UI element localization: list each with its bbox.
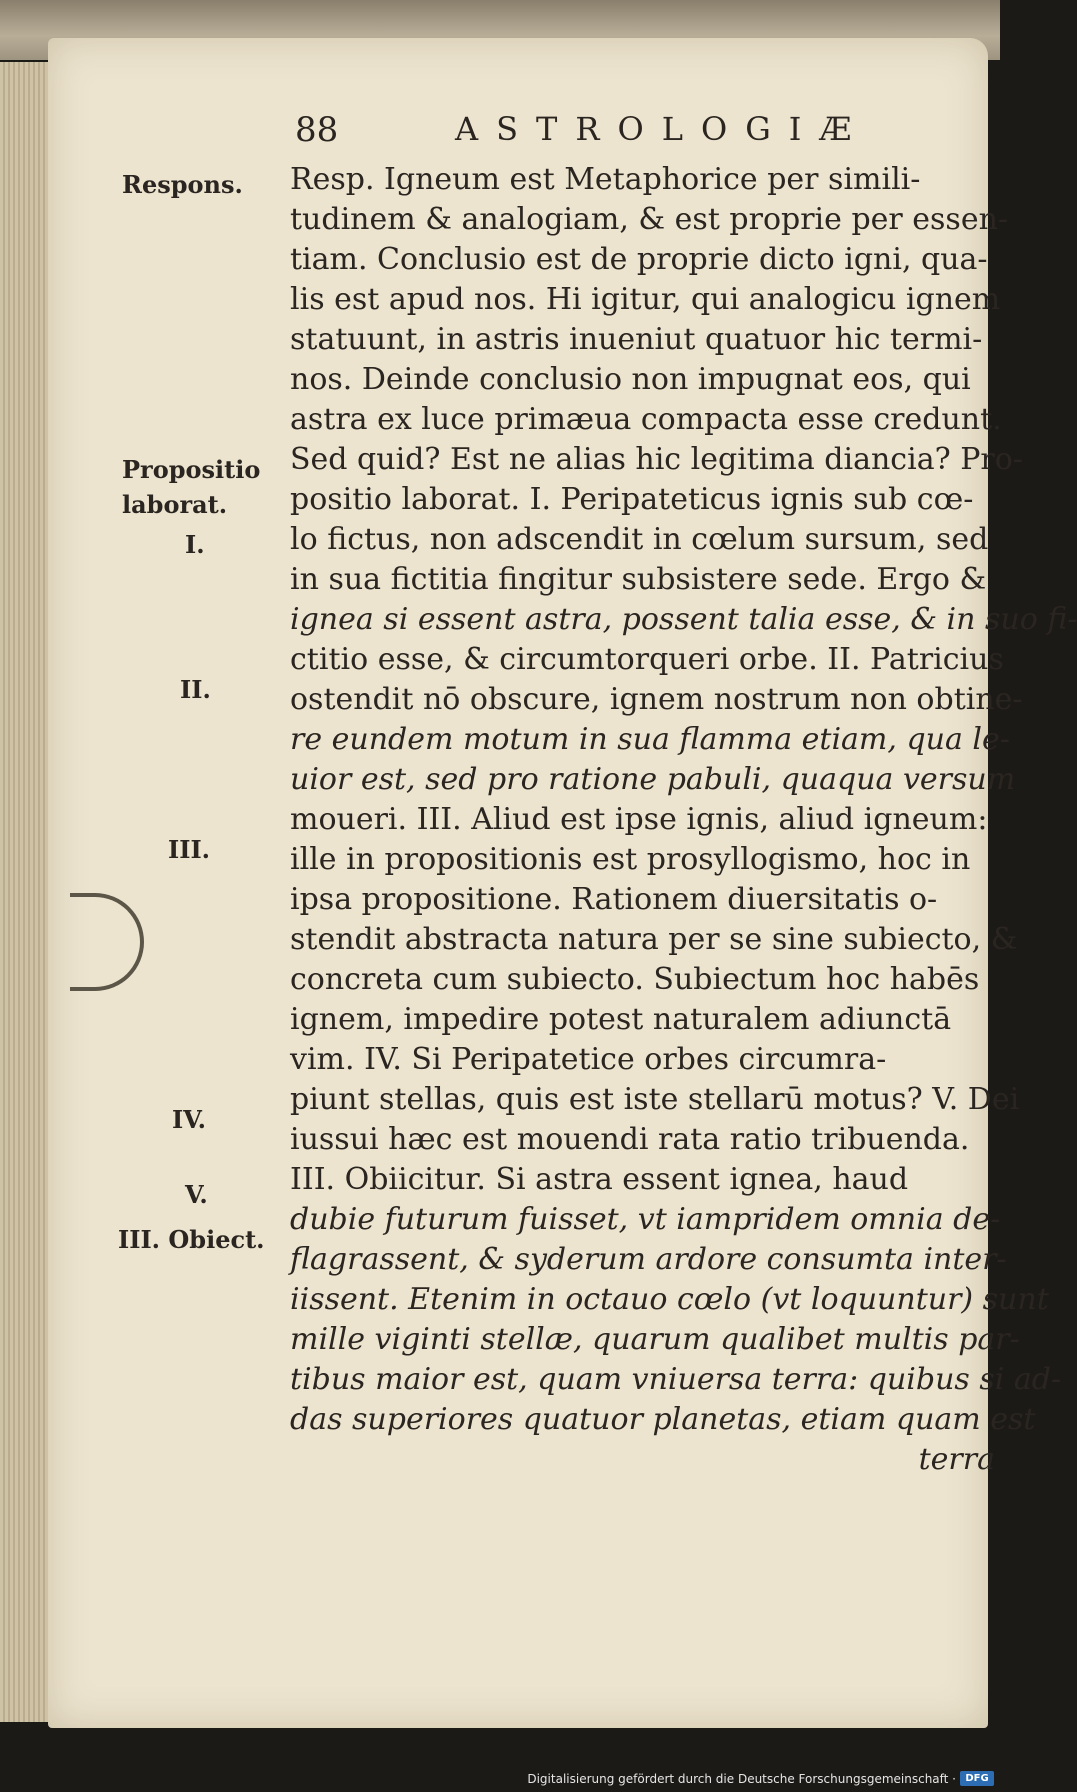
text-line: dubie futurum fuisset, vt iampridem omnia de-	[290, 1202, 1001, 1237]
text-line: ille in propositionis est prosyllogismo, hoc in	[290, 842, 971, 877]
margin-note: Propositio	[122, 455, 261, 484]
catchword: terra	[918, 1442, 995, 1477]
text-line: concreta cum subiecto. Subiectum hoc habēs	[290, 962, 980, 997]
text-line: ignea si essent astra, possent talia esse, & in suo fi-	[290, 602, 1077, 637]
text-line: re eundem motum in sua flamma etiam, qua le-	[290, 722, 1010, 757]
text-line: flagrassent, & syderum ardore consumta inter-	[290, 1242, 1007, 1277]
margin-note: IV.	[172, 1105, 207, 1134]
text-line: in sua fictitia fingitur subsistere sede. Ergo &	[290, 562, 987, 597]
body-text	[290, 160, 1077, 1480]
text-line: astra ex luce primæua compacta esse credunt.	[290, 402, 1002, 437]
margin-note: V.	[185, 1180, 208, 1209]
text-line: stendit abstracta natura per se sine subiecto, &	[290, 922, 1018, 957]
digitization-credit: Digitalisierung gefördert durch die Deutsche Forschungsgemeinschaft ·	[527, 1772, 956, 1786]
text-line: Sed quid? Est ne alias hic legitima diancia? Pro-	[290, 442, 1023, 477]
text-line: iissent. Etenim in octauo cœlo (vt loquuntur) sunt	[290, 1282, 1049, 1317]
text-line: statuunt, in astris inueniut quatuor hic termi-	[290, 322, 983, 357]
margin-note: III. Obiect.	[118, 1225, 265, 1254]
text-line: lis est apud nos. Hi igitur, qui analogicu ignem	[290, 282, 1001, 317]
running-title: ASTROLOGIÆ	[455, 110, 870, 148]
book-clip	[70, 893, 144, 991]
text-line: ipsa propositione. Rationem diuersitatis o-	[290, 882, 938, 917]
text-line: uior est, sed pro ratione pabuli, quaqua versum	[290, 762, 1016, 797]
text-line: mille viginti stellæ, quarum qualibet multis par-	[290, 1322, 1020, 1357]
text-line: ctitio esse, & circumtorqueri orbe. II. Patricius	[290, 642, 1004, 677]
text-line: ignem, impedire potest naturalem adiunctā	[290, 1002, 952, 1037]
page-header	[295, 110, 1015, 160]
dfg-logo-icon: DFG	[960, 1771, 994, 1786]
text-line: Resp. Igneum est Metaphorice per simili-	[290, 162, 921, 197]
text-line: moueri. III. Aliud est ipse ignis, aliud igneum:	[290, 802, 988, 837]
text-line: ostendit nō obscure, ignem nostrum non obtine-	[290, 682, 1023, 717]
text-line: vim. IV. Si Peripatetice orbes circumra-	[290, 1042, 887, 1077]
margin-note: Respons.	[122, 170, 243, 199]
text-line: piunt stellas, quis est iste stellarū motus? V. Dei	[290, 1082, 1020, 1117]
text-line: III. Obiicitur. Si astra essent ignea, haud	[290, 1162, 909, 1197]
text-line: tudinem & analogiam, & est proprie per essen-	[290, 202, 1009, 237]
text-line: nos. Deinde conclusio non impugnat eos, qui	[290, 362, 971, 397]
margin-note: laborat.	[122, 490, 228, 519]
text-line: iussui hæc est mouendi rata ratio tribuenda.	[290, 1122, 970, 1157]
margin-note: III.	[168, 835, 211, 864]
margin-note: II.	[180, 675, 211, 704]
page-number: 88	[295, 110, 339, 150]
margin-note: I.	[185, 530, 205, 559]
text-line: das superiores quatuor planetas, etiam quam est	[290, 1402, 1036, 1437]
text-line: tibus maior est, quam vniuersa terra: quibus si ad-	[290, 1362, 1062, 1397]
text-line: tiam. Conclusio est de proprie dicto igni, qua-	[290, 242, 988, 277]
text-line: lo fictus, non adscendit in cœlum sursum, sed	[290, 522, 989, 557]
text-line: positio laborat. I. Peripateticus ignis sub cœ-	[290, 482, 974, 517]
